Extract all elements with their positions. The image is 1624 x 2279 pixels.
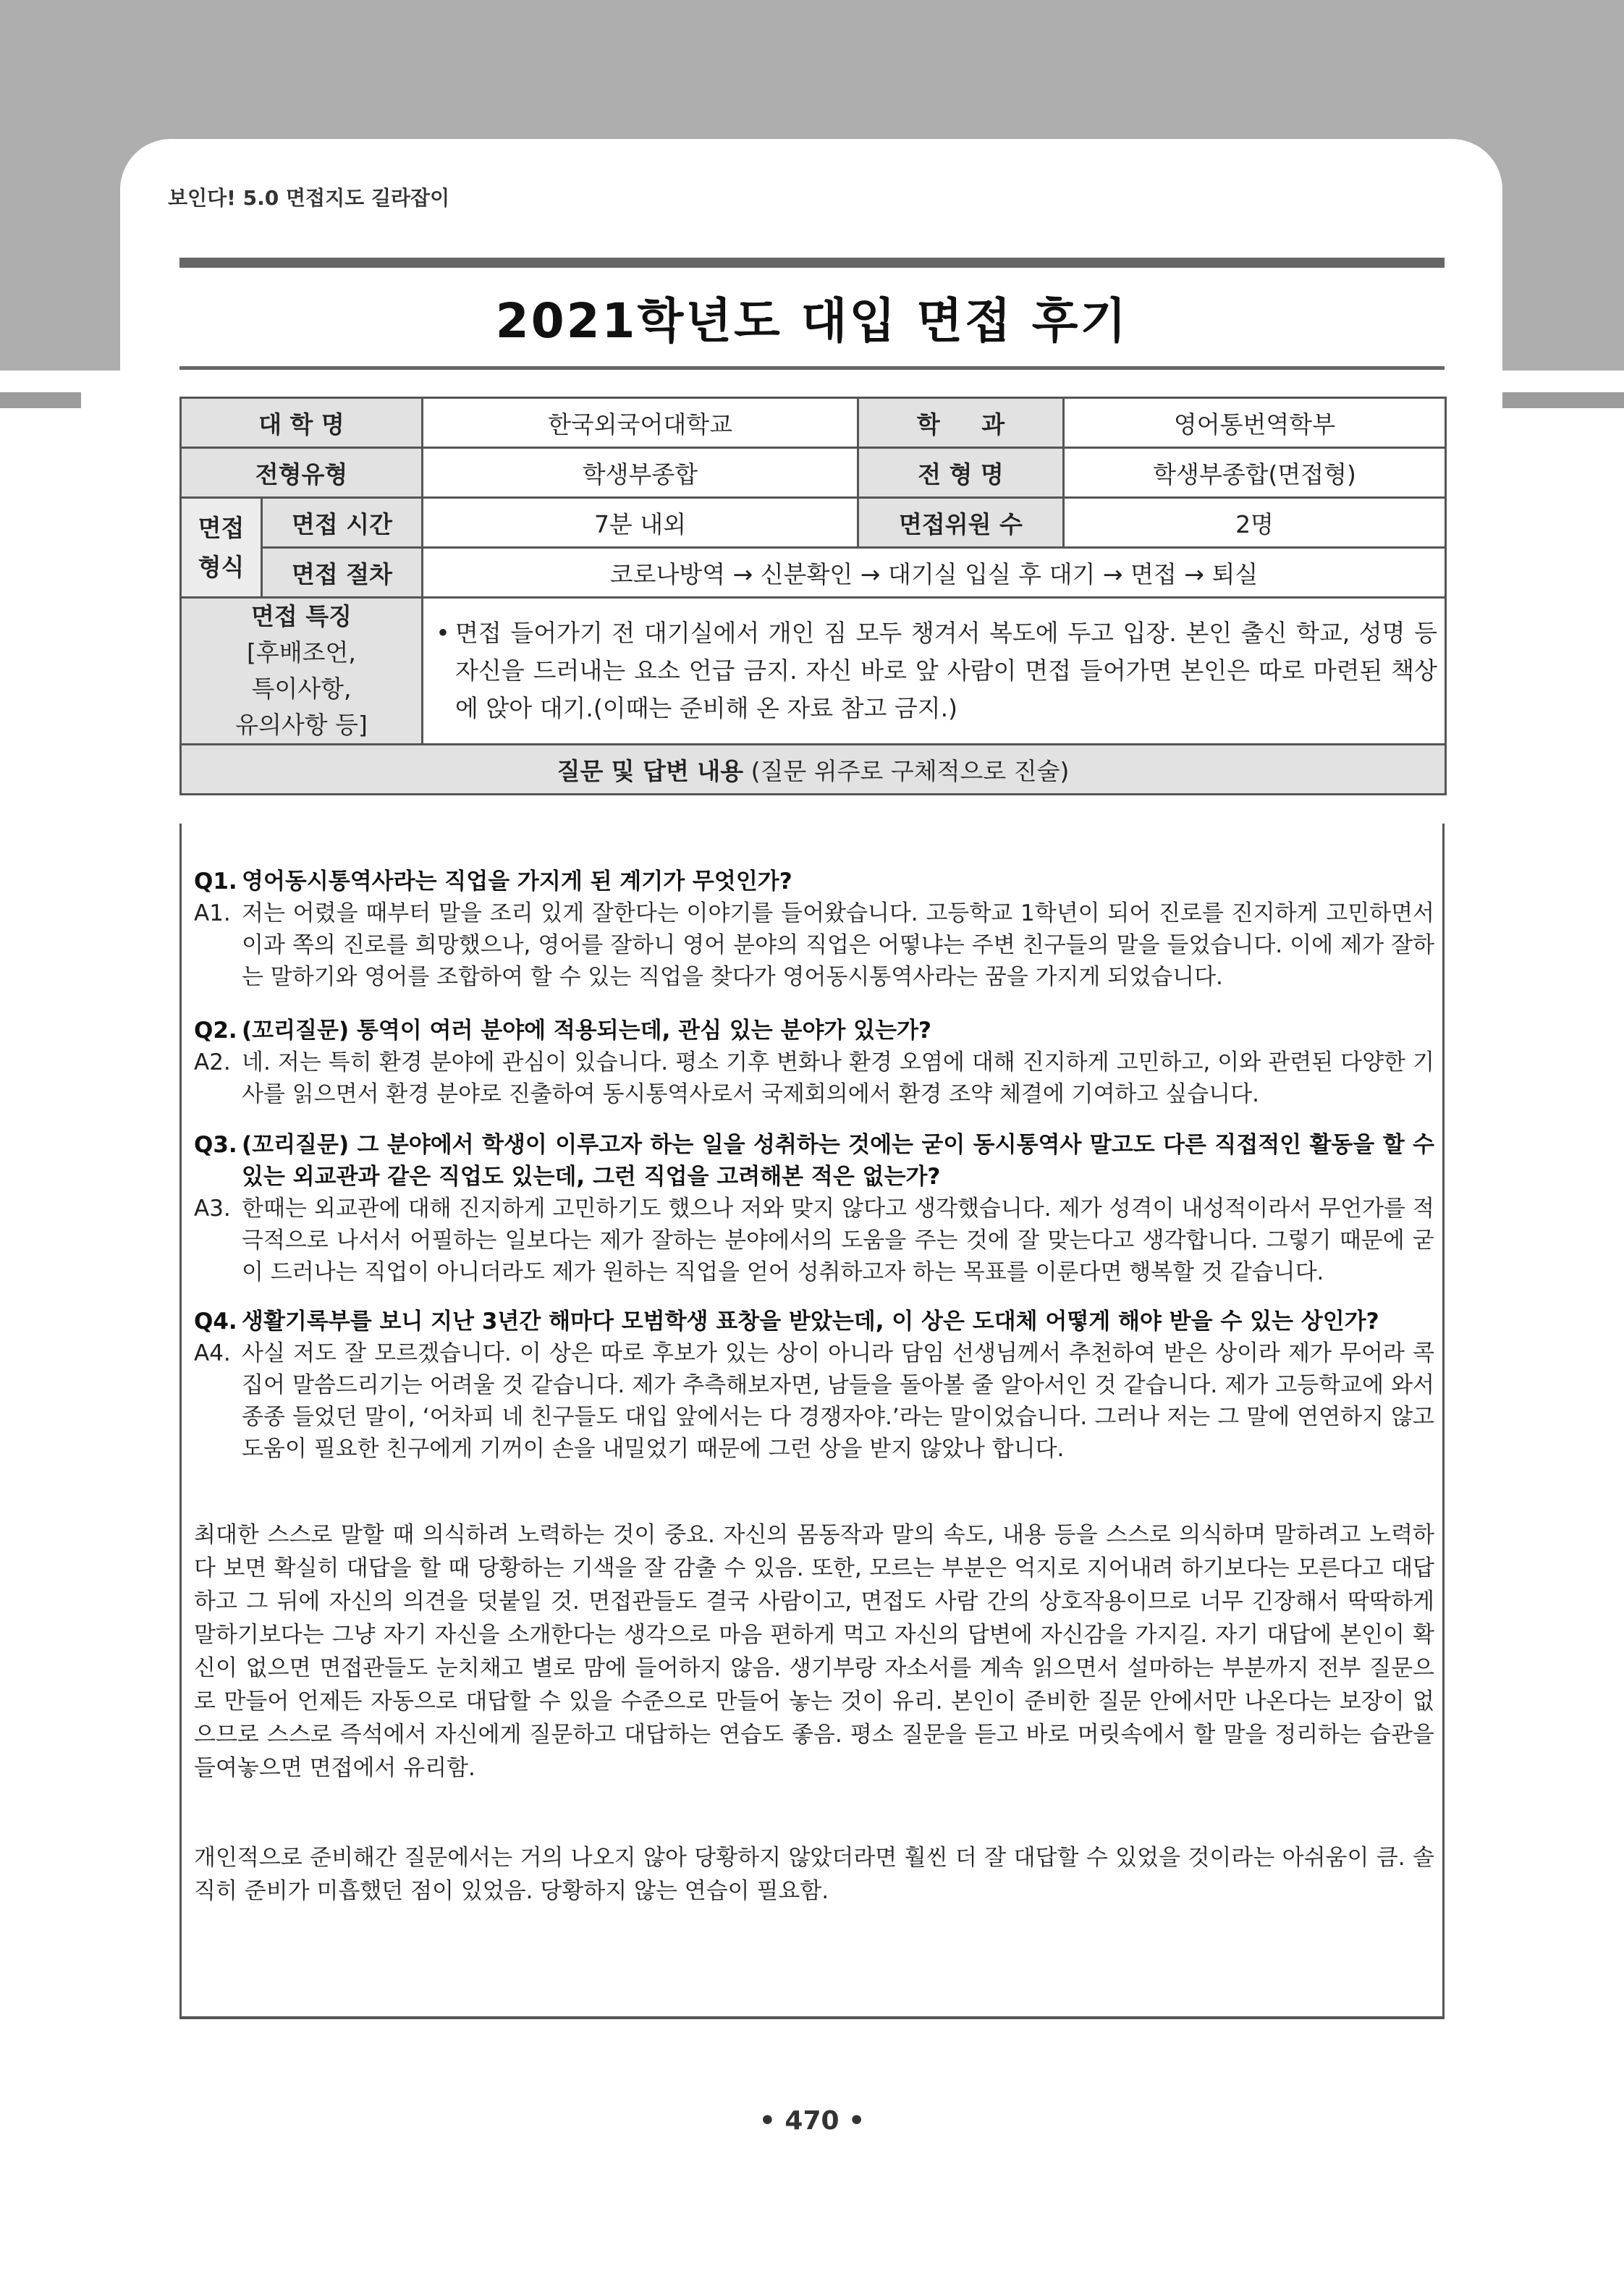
title-rule-top xyxy=(179,258,1445,268)
format-label: 면접 형식 xyxy=(181,498,262,598)
answer-text: 네. 저는 특히 환경 분야에 관심이 있습니다. 평소 기후 변화나 환경 오염에 대해 진지하게 고민하고, 이와 관련된 다양한 기사를 읽으면서 환경 분야로 진출하여 동시통역사로서 국제회의에서 환경 조약 체결에 기여하고 싶습니다. xyxy=(242,1049,1434,1107)
answer-text: 사실 저도 잘 모르겠습니다. 이 상은 따로 후보가 있는 상이 아니라 담임 선생님께서 추천하여 받은 상이라 제가 무어라 콕 집어 말씀드리기는 어려울 것 같습니다. 제가 추측해보자면, 남들을 돌아볼 줄 알아서인 것 같습니다. 제가 고등학교에 와서 종종 들었던 말이, ‘어차피 네 친구들도 대입 앞에서는 다 경쟁자야.’라는 말이었습니다. 그러나 저는 그 말에 연연하지 않고 도움이 필요한 친구에게 기꺼이 손을 내밀었기 때문에 그런 상을 받지 않았나 합니다. xyxy=(242,1340,1434,1462)
row-procedure xyxy=(181,548,1446,598)
question-text: 생활기록부를 보니 지난 3년간 해마다 모범학생 표창을 받았는데, 이 상은 도대체 어떻게 해야 받을 수 있는 상인가? xyxy=(242,1308,1379,1335)
qa-item xyxy=(194,1129,1434,1288)
row-features xyxy=(181,598,1446,745)
qa-section-header xyxy=(181,745,1446,795)
qa-header-note: (질문 위주로 구체적으로 진술) xyxy=(743,756,1070,785)
admission-name-label: 전 형 명 xyxy=(858,448,1064,498)
features-body xyxy=(423,598,1446,745)
right-band-stripe xyxy=(1502,392,1624,408)
department-value: 영어통번역학부 xyxy=(1064,398,1446,448)
admission-type-value: 학생부종합 xyxy=(423,448,858,498)
qa-item xyxy=(194,1306,1434,1465)
question-text: (꼬리질문) 그 분야에서 학생이 이루고자 하는 일을 성취하는 것에는 굳이 동시통역사 말고도 다른 직접적인 활동을 할 수 있는 외교관과 같은 직업도 있는데, 그런 직업을 고려해본 적은 없는가? xyxy=(242,1132,1434,1190)
qa-item xyxy=(194,866,1434,993)
question-text: 영어동시통역사라는 직업을 가지게 된 계기가 무엇인가? xyxy=(242,868,792,895)
time-value: 7분 내외 xyxy=(423,498,858,548)
qa-item xyxy=(194,1015,1434,1110)
page-number: • 470 • xyxy=(758,2106,866,2136)
university-label: 대 학 명 xyxy=(181,398,423,448)
row-time xyxy=(181,498,1446,548)
answer-label: A3. xyxy=(194,1196,231,1222)
features-label-line: [후배조언, xyxy=(247,638,356,667)
row-admission xyxy=(181,448,1446,498)
answer-text: 저는 어렸을 때부터 말을 조리 있게 잘한다는 이야기를 들어왔습니다. 고등학교 1학년이 되어 진로를 진지하게 고민하면서 이과 쪽의 진로를 희망했으나, 영어를 잘하니 영어 분야의 직업은 어떻냐는 주변 친구들의 말을 들었습니다. 이에 제가 잘하는 말하기와 영어를 조합하여 할 수 있는 직업을 찾다가 영어동시통역사라는 꿈을 가지게 되었습니다. xyxy=(242,900,1434,990)
procedure-value: 코로나방역 → 신분확인 → 대기실 입실 후 대기 → 면접 → 퇴실 xyxy=(423,548,1446,598)
time-label: 면접 시간 xyxy=(262,498,423,548)
answer-text: 한때는 외교관에 대해 진지하게 고민하기도 했으나 저와 맞지 않다고 생각했습니다. 제가 성격이 내성적이라서 무언가를 적극적으로 나서서 어필하는 일보다는 제가 잘하는 분야에서의 도움을 주는 것에 잘 맞는다고 생각합니다. 그렇기 때문에 굳이 드러나는 직업이 아니더라도 제가 원하는 직업을 얻어 성취하고자 하는 목표를 이룬다면 행복할 것 같습니다. xyxy=(242,1196,1434,1285)
reflection-paragraph: 개인적으로 준비해간 질문에서는 거의 나오지 않아 당황하지 않았더라면 훨씬 더 잘 대답할 수 있었을 것이라는 아쉬움이 큼. 솔직히 준비가 미흡했던 점이 있었음. 당황하지 않는 연습이 필요함. xyxy=(194,1845,1434,1904)
features-label-line: 특이사항, xyxy=(251,675,352,703)
question-label: Q2. xyxy=(194,1018,237,1044)
admission-type-label: 전형유형 xyxy=(181,448,423,498)
info-table xyxy=(179,397,1447,795)
bullet-mark: • xyxy=(436,619,450,647)
title-rule-bottom xyxy=(179,366,1445,370)
row-qa-header xyxy=(181,745,1446,795)
interviewers-label: 면접위원 수 xyxy=(858,498,1064,548)
department-label: 학 과 xyxy=(858,398,1064,448)
features-label-line: 유의사항 등] xyxy=(235,711,368,739)
left-band-stripe xyxy=(0,392,81,408)
row-university xyxy=(181,398,1446,448)
procedure-label: 면접 절차 xyxy=(262,548,423,598)
answer-label: A4. xyxy=(194,1340,231,1366)
page-title: 2021학년도 대입 면접 후기 xyxy=(495,293,1129,349)
answer-label: A1. xyxy=(194,900,231,926)
admission-name-value: 학생부종합(면접형) xyxy=(1064,448,1446,498)
running-head: 보인다! 5.0 면접지도 길라잡이 xyxy=(168,186,450,210)
qa-header-bold: 질문 및 답변 내용 xyxy=(557,756,744,785)
question-label: Q4. xyxy=(194,1308,237,1335)
interviewers-value: 2명 xyxy=(1064,498,1446,548)
advice-paragraph: 최대한 스스로 말할 때 의식하려 노력하는 것이 중요. 자신의 몸동작과 말의 속도, 내용 등을 스스로 의식하며 말하려고 노력하다 보면 확실히 대답을 할 때 당황하는 기색을 잘 감출 수 있음. 또한, 모르는 부분은 억지로 지어내려 하기보다는 모른다고 대답하고 그 뒤에 자신의 의견을 덧붙일 것. 면접관들도 결국 사람이고, 면접도 사람 간의 상호작용이므로 너무 긴장해서 딱딱하게 말하기보다는 그냥 자기 자신을 소개한다는 생각으로 마음 편하게 먹고 자신의 답변에 자신감을 가지길. 자기 대답에 본인이 확신이 없으면 면접관들도 눈치채고 별로 맘에 들어하지 않음. 생기부랑 자소서를 계속 읽으면서 설마하는 부분까지 전부 질문으로 만들어 언제든 자동으로 대답할 수 있을 수준으로 만들어 놓는 것이 유리. 본인이 준비한 질문 안에서만 나온다는 보장이 없으므로 스스로 즉석에서 자신에게 질문하고 대답하는 연습도 좋음. 평소 질문을 듣고 바로 머릿속에서 할 말을 정리하는 습관을 들여놓으면 면접에서 유리함. xyxy=(194,1522,1434,1781)
features-label xyxy=(181,598,423,745)
answer-label: A2. xyxy=(194,1049,231,1075)
question-label: Q3. xyxy=(194,1132,237,1158)
university-value: 한국외국어대학교 xyxy=(423,398,858,448)
features-text: 면접 들어가기 전 대기실에서 개인 짐 모두 챙겨서 복도에 두고 입장. 본인 출신 학교, 성명 등 자신을 드러내는 요소 언급 금지. 자신 바로 앞 사람이 면접 들어가면 본인은 따로 마련된 책상에 앉아 대기.(이때는 준비해 온 자료 참고 금지.) xyxy=(455,619,1437,722)
question-text: (꼬리질문) 통역이 여러 분야에 적용되는데, 관심 있는 분야가 있는가? xyxy=(242,1018,931,1044)
question-label: Q1. xyxy=(194,868,237,895)
features-label-line: 면접 특징 xyxy=(250,602,352,630)
